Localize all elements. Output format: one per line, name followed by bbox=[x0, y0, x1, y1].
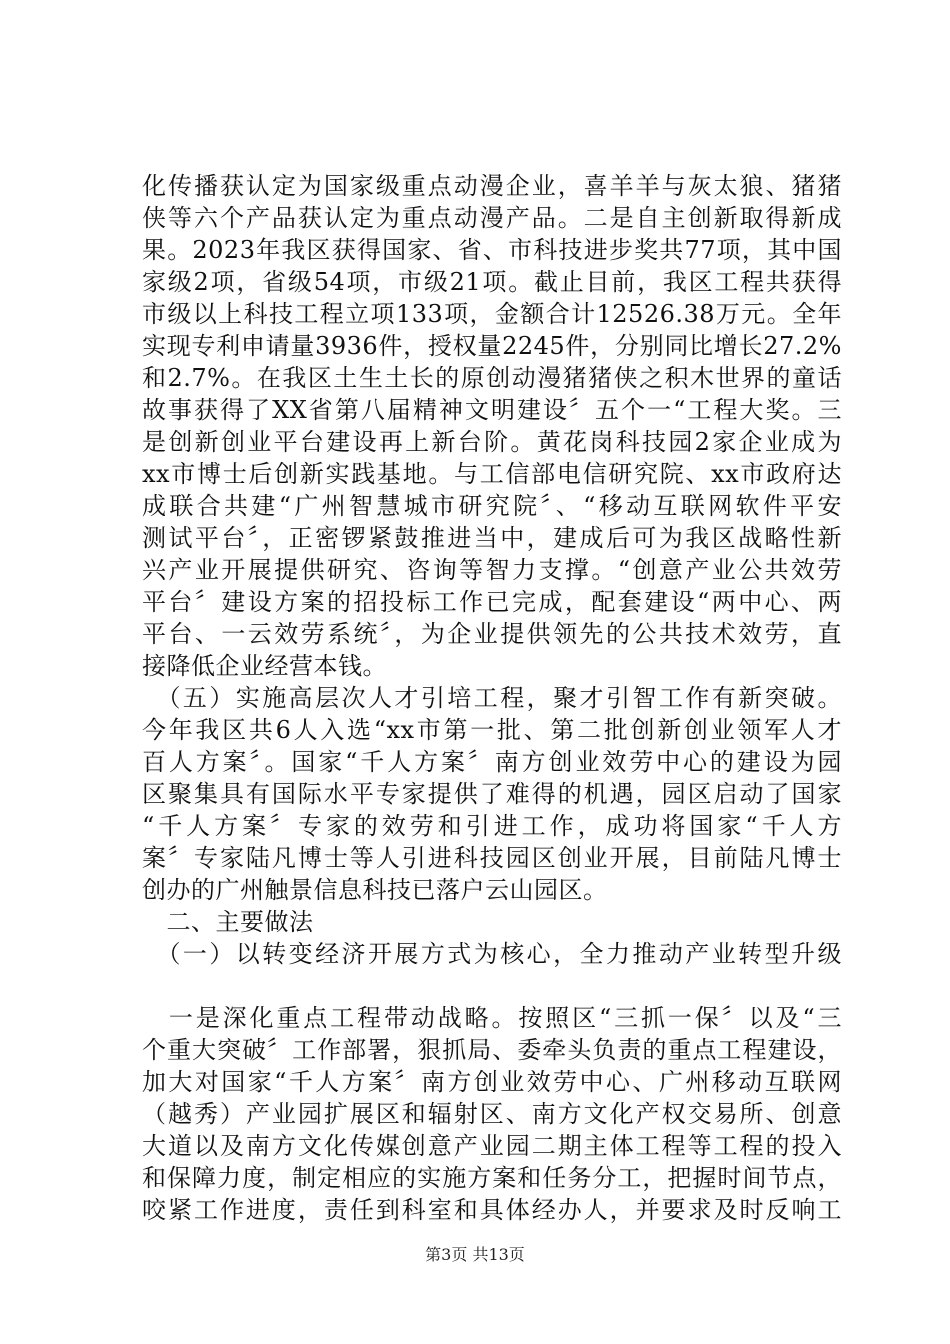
text-line: 是创新创业平台建设再上新台阶。黄花岗科技园2家企业成为 bbox=[142, 428, 842, 456]
text-line: 家级2项，省级54项，市级21项。截止目前，我区工程共获得 bbox=[142, 268, 842, 296]
text-line: 和2.7%。在我区土生土长的原创动漫猪猪侠之积木世界的童话 bbox=[142, 364, 842, 392]
text-line: 侠等六个产品获认定为重点动漫产品。二是自主创新取得新成 bbox=[142, 204, 842, 232]
text-line: 和保障力度，制定相应的实施方案和任务分工，把握时间节点， bbox=[142, 1164, 842, 1192]
text-line: 接降低企业经营本钱。 bbox=[142, 652, 387, 680]
text-line: 实现专利申请量3936件，授权量2245件，分别同比增长27.2% bbox=[142, 332, 842, 360]
text-line: 大道以及南方文化传媒创意产业园二期主体工程等工程的投入 bbox=[142, 1132, 842, 1160]
page-number-footer: 第3页 共13页 bbox=[425, 1245, 525, 1264]
text-line: 今年我区共6人入选“xx市第一批、第二批创新创业领军人才 bbox=[142, 716, 842, 744]
document-body bbox=[142, 170, 842, 1226]
text-line: 平台、一云效劳系统〞，为企业提供领先的公共技术效劳，直 bbox=[142, 620, 842, 648]
text-line: （五）实施高层次人才引培工程，聚才引智工作有新突破。 bbox=[142, 684, 842, 712]
text-line: 加大对国家“千人方案〞南方创业效劳中心、广州移动互联网 bbox=[142, 1068, 842, 1096]
text-line: （越秀）产业园扩展区和辐射区、南方文化产权交易所、创意 bbox=[142, 1100, 842, 1128]
text-line: 平台〞建设方案的招投标工作已完成，配套建设“两中心、两 bbox=[142, 588, 842, 616]
text-line: 故事获得了XX省第八届精神文明建设〞五个一“工程大奖。三 bbox=[142, 396, 842, 424]
text-line: 案〞专家陆凡博士等人引进科技园区创业开展，目前陆凡博士 bbox=[142, 844, 842, 872]
blank-line bbox=[142, 970, 842, 1002]
text-line: 创办的广州触景信息科技已落户云山园区。 bbox=[142, 876, 608, 904]
text-line: 咬紧工作进度，责任到科室和具体经办人，并要求及时反响工 bbox=[142, 1196, 842, 1224]
text-line: 个重大突破〞工作部署，狠抓局、委牵头负责的重点工程建设， bbox=[142, 1036, 842, 1064]
text-line: 区聚集具有国际水平专家提供了难得的机遇，园区启动了国家 bbox=[142, 780, 842, 808]
text-line: 测试平台〞，正密锣紧鼓推进当中，建成后可为我区战略性新 bbox=[142, 524, 842, 552]
text-line: xx市博士后创新实践基地。与工信部电信研究院、xx市政府达 bbox=[142, 460, 842, 488]
text-line: 市级以上科技工程立项133项，金额合计12526.38万元。全年 bbox=[142, 300, 842, 328]
text-line: 化传播获认定为国家级重点动漫企业，喜羊羊与灰太狼、猪猪 bbox=[142, 172, 842, 200]
text-line: 成联合共建“广州智慧城市研究院〞、“移动互联网软件平安 bbox=[142, 492, 842, 520]
text-line: 兴产业开展提供研究、咨询等智力支撑。“创意产业公共效劳 bbox=[142, 556, 842, 584]
text-line: 果。2023年我区获得国家、省、市科技进步奖共77项，其中国 bbox=[142, 236, 842, 264]
section-heading: 二、主要做法 bbox=[142, 908, 314, 936]
subsection-heading: （一）以转变经济开展方式为核心，全力推动产业转型升级 bbox=[142, 940, 842, 968]
text-line: 百人方案〞。国家“千人方案〞南方创业效劳中心的建设为园 bbox=[142, 748, 842, 776]
text-line: “千人方案〞专家的效劳和引进工作，成功将国家“千人方 bbox=[142, 812, 842, 840]
text-line: 一是深化重点工程带动战略。按照区“三抓一保〞以及“三 bbox=[142, 1004, 842, 1032]
